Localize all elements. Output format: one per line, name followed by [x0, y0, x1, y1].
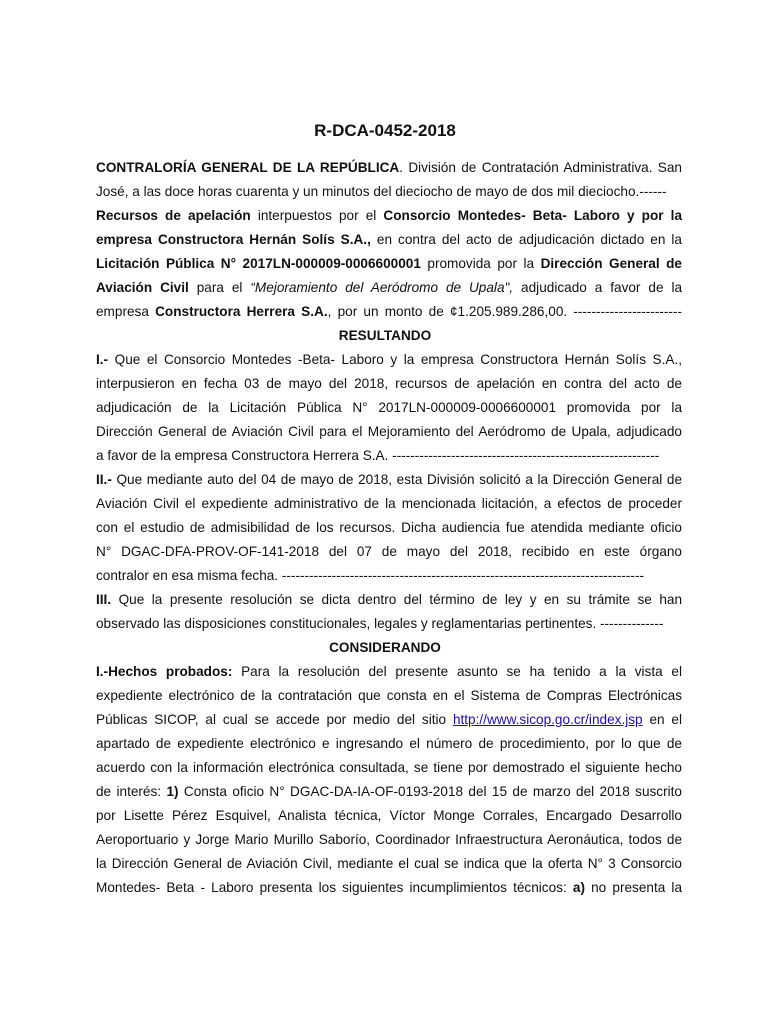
- text: , por un monto de ¢1.205.989.286,00. ------------------------: [327, 304, 682, 319]
- section-heading: [0, 327, 770, 345]
- bold-text: Constructora Herrera S.A.: [155, 304, 328, 319]
- text-line: [96, 567, 682, 585]
- text-line: [96, 183, 682, 201]
- bold-text: 1): [166, 784, 179, 799]
- text: por Lisette Pérez Esquivel, Analista técnica, Víctor Monge Corrales, Encargado Desarrollo: [96, 808, 682, 823]
- bold-text: III.: [96, 592, 112, 607]
- text-line: [96, 591, 682, 609]
- bold-text: Dirección General de: [540, 256, 682, 271]
- text-line: [96, 375, 682, 393]
- text-line: [96, 207, 682, 225]
- bold-text: Aviación Civil: [96, 280, 189, 295]
- text: interpuestos por el: [250, 208, 384, 223]
- text: contralor en esa misma fecha. --------------------------------------------------------------------------------: [96, 568, 645, 583]
- text-line: [96, 303, 682, 321]
- resolution-title: R-DCA-0452-2018: [314, 121, 456, 140]
- text-line: [96, 735, 682, 753]
- bold-text: CONTRALORÍA GENERAL DE LA REPÚBLICA: [96, 160, 400, 175]
- text: Que el Consorcio Montedes -Beta- Laboro y la empresa Constructora Hernán Solís S.A.,: [108, 352, 682, 367]
- text-line: [96, 807, 682, 825]
- text-line: [96, 231, 682, 249]
- text: Públicas SICOP, al cual se accede por medio del sitio: [96, 712, 453, 727]
- bold-text: I.-Hechos probados:: [96, 664, 233, 679]
- text: a favor de la empresa Constructora Herrera S.A. -----------------------------------------------------------: [96, 448, 660, 463]
- text-line: [96, 495, 682, 513]
- italic-text: “Mejoramiento del Aeródromo de Upala",: [250, 280, 514, 295]
- bold-text: II.-: [96, 472, 112, 487]
- text: Consta oficio N° DGAC-DA-IA-OF-0193-2018 del 15 de marzo del 2018 suscrito: [178, 784, 682, 799]
- text-line: [96, 399, 682, 417]
- text: Para la resolución del presente asunto se ha tenido a la vista el: [232, 664, 682, 679]
- text-line: [96, 687, 682, 705]
- text-line: [96, 279, 682, 297]
- text: acuerdo con la información electrónica consultada, se tiene por demostrado el siguiente hecho: [96, 760, 682, 775]
- bold-text: RESULTANDO: [338, 328, 432, 343]
- text-line: [96, 471, 682, 489]
- text-line: [96, 423, 682, 441]
- bold-text: a): [572, 880, 585, 895]
- text: Dirección General de Aviación Civil para el Mejoramiento del Aeródromo de Upala, adjudicado: [96, 424, 682, 439]
- section-heading: [0, 639, 770, 657]
- text: apartado de expediente electrónico e ingresando el número de procedimiento, por lo que de: [96, 736, 682, 751]
- sicop-link[interactable]: http://www.sicop.go.cr/index.jsp: [452, 712, 643, 727]
- text: interpusieron en fecha 03 de mayo del 2018, recursos de apelación en contra del acto de: [96, 376, 682, 391]
- text-line: [96, 447, 682, 465]
- text: expediente electrónico de la contratación que consta en el Sistema de Compras Electrónicas: [96, 688, 682, 703]
- text: no presenta la: [584, 880, 682, 895]
- bold-text: I.-: [96, 352, 109, 367]
- text: de interés:: [96, 784, 167, 799]
- text-line: [96, 351, 682, 369]
- text-line: [96, 711, 682, 729]
- text: la Dirección General de Aviación Civil, mediante el cual se indica que la oferta N° 3 Consorcio: [96, 856, 682, 871]
- text-line: [96, 855, 682, 873]
- text-line: [96, 831, 682, 849]
- text: Aeroportuario y Jorge Mario Murillo Saborío, Coordinador Infraestructura Aeronáutica, todos de: [96, 832, 682, 847]
- text: Montedes- Beta - Laboro presenta los siguientes incumplimientos técnicos:: [96, 880, 573, 895]
- text: en contra del acto de adjudicación dictado en la: [370, 232, 682, 247]
- bold-text: Consorcio Montedes- Beta- Laboro y por la: [383, 208, 683, 223]
- text-line: [96, 519, 682, 537]
- text: en el: [642, 712, 682, 727]
- text: adjudicación de la Licitación Pública N° 2017LN-000009-0006600001 promovida por la: [96, 400, 682, 415]
- text: promovida por la: [420, 256, 541, 271]
- text: Que mediante auto del 04 de mayo de 2018, esta División solicitó a la Dirección General de: [111, 472, 682, 487]
- text: para el: [188, 280, 251, 295]
- text: adjudicado a favor de la: [513, 280, 683, 295]
- text: observado las disposiciones constitucionales, legales y reglamentarias pertinentes. --------------: [96, 616, 664, 631]
- bold-text: Recursos de apelación: [96, 208, 251, 223]
- text-line: [96, 615, 682, 633]
- text: N° DGAC-DFA-PROV-OF-141-2018 del 07 de mayo del 2018, recibido en este órgano: [96, 544, 682, 559]
- bold-text: empresa Constructora Hernán Solís S.A.,: [96, 232, 371, 247]
- text-line: [96, 159, 682, 177]
- text-line: [96, 879, 682, 897]
- text-line: [96, 783, 682, 801]
- text-line: [96, 255, 682, 273]
- text-line: [96, 663, 682, 681]
- text: empresa: [96, 304, 156, 319]
- text: con el estudio de admisibilidad de los recursos. Dicha audiencia fue atendida mediante oficio: [96, 520, 682, 535]
- text: José, a las doce horas cuarenta y un minutos del dieciocho de mayo de dos mil dieciocho.------: [96, 184, 667, 199]
- bold-text: Licitación Pública N° 2017LN-000009-0006600001: [96, 256, 421, 271]
- text-line: [96, 543, 682, 561]
- text-line: [96, 759, 682, 777]
- text: Aviación Civil el expediente administrativo de la mencionada licitación, a efectos de proceder: [96, 496, 682, 511]
- text: Que la presente resolución se dicta dentro del término de ley y en su trámite se han: [111, 592, 682, 607]
- bold-text: CONSIDERANDO: [329, 640, 441, 655]
- text: . División de Contratación Administrativa. San: [399, 160, 682, 175]
